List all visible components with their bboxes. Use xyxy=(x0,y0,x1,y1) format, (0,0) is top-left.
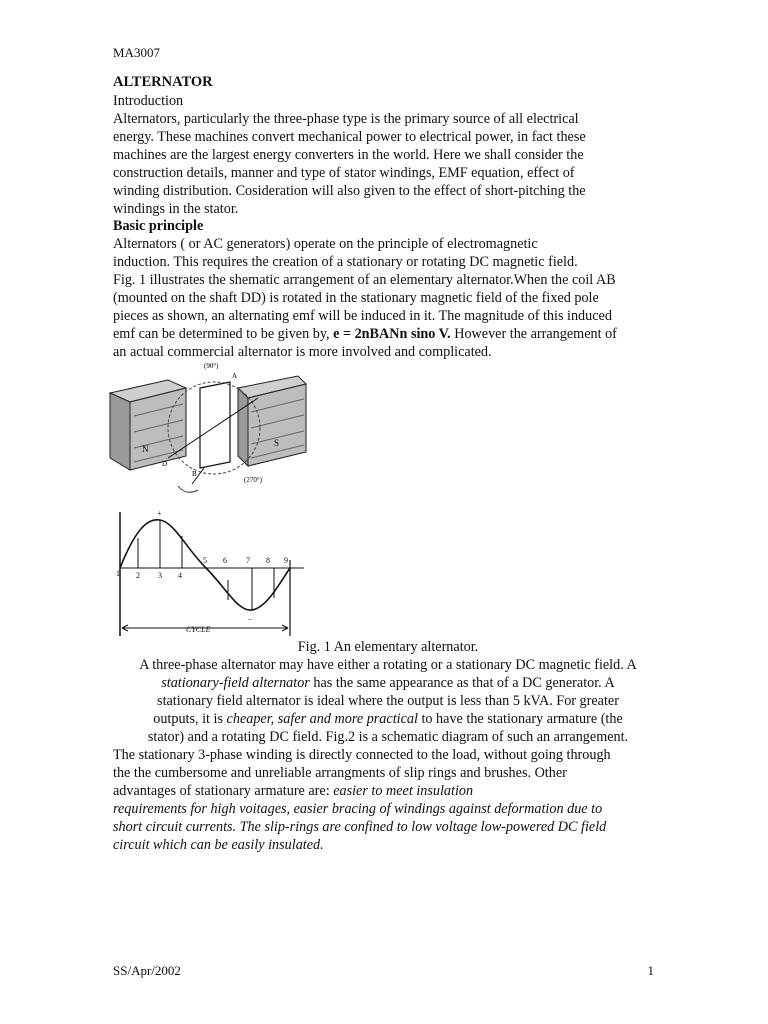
basic-principle-heading: Basic principle xyxy=(113,218,204,234)
text-line: Fig. 1 illustrates the shematic arrangement of an elementary alternator.When the coil AB xyxy=(113,272,616,288)
label-n: N xyxy=(142,444,149,454)
footer-date: SS/Apr/2002 xyxy=(113,963,181,978)
three-phase-paragraph xyxy=(113,656,663,854)
tick-label: 1 xyxy=(116,569,120,578)
text-line: Alternators ( or AC generators) operate on the principle of electromagnetic xyxy=(113,236,538,252)
tick-label: 7 xyxy=(246,556,250,565)
text-line: stationary-field alternator has the same appearance as that of a DC generator. A xyxy=(161,675,615,691)
document-code: MA3007 xyxy=(113,45,160,60)
text-line: the the cumbersome and unreliable arrangments of slip rings and brushes. Other xyxy=(113,765,567,781)
text-line: requirements for high voitages, easier bracing of windings against deformation due to xyxy=(113,801,603,817)
text-line: The stationary 3-phase winding is directly connected to the load, without going through xyxy=(113,747,611,763)
minus-sign: − xyxy=(248,615,253,624)
text-line: emf can be determined to be given by, e = 2nBANn sino V. However the arrangement of xyxy=(113,326,617,342)
alternator-diagram xyxy=(108,358,308,503)
plus-sign: + xyxy=(157,509,162,518)
figure-caption: Fig. 1 An elementary alternator. xyxy=(297,639,479,655)
text-line: energy. These machines convert mechanical power to electrical power, in fact these xyxy=(113,129,586,145)
sine-wave-diagram xyxy=(108,508,308,644)
n-pole-side xyxy=(130,388,186,470)
cycle-label: CYCLE xyxy=(186,625,211,634)
tick-label: 9 xyxy=(284,556,288,565)
text-line: advantages of stationary armature are: easier to meet insulation xyxy=(113,783,474,799)
text-line: an actual commercial alternator is more involved and complicated. xyxy=(113,344,492,360)
text-line: circuit which can be easily insulated. xyxy=(113,837,324,853)
text-line: stator) and a rotating DC field. Fig.2 is a schematic diagram of such an arrangement. xyxy=(147,729,629,745)
tick-label: 5 xyxy=(203,556,207,565)
text-line: stationary field alternator is ideal where the output is less than 5 kVA. For greater xyxy=(157,693,619,709)
tick-label: 4 xyxy=(178,571,182,580)
text-line: induction. This requires the creation of a stationary or rotating DC magnetic field. xyxy=(113,254,578,270)
text-line: outputs, it is cheaper, safer and more practical to have the stationary armature (the xyxy=(153,711,623,727)
text-line: (mounted on the shaft DD) is rotated in the stationary magnetic field of the fixed pole xyxy=(113,290,599,306)
emf-equation: e = 2nBANn sino V. xyxy=(333,326,451,342)
introduction-heading: Introduction xyxy=(113,93,184,109)
coil-ab xyxy=(200,382,230,468)
basic-principle-paragraph xyxy=(113,235,663,361)
tick-label: 6 xyxy=(223,556,227,565)
label-d: D xyxy=(162,460,168,468)
text-line: winding distribution. Cosideration will also given to the effect of short-pitching the xyxy=(113,183,586,199)
label-90: (90°) xyxy=(204,362,219,370)
label-b: B xyxy=(192,470,197,478)
label-270: (270°) xyxy=(244,476,262,484)
text-line: Alternators, particularly the three-phase type is the primary source of all electrical xyxy=(113,111,579,127)
text-line: pieces as shown, an alternating emf will be induced in it. The magnitude of this induced xyxy=(113,308,612,324)
tick-label: 2 xyxy=(136,571,140,580)
s-pole-front xyxy=(238,388,248,466)
label-s: S xyxy=(274,438,280,448)
page-title: ALTERNATOR xyxy=(113,74,213,90)
page-number: 1 xyxy=(647,963,654,978)
text-line: machines are the largest energy converters in the world. Here we shall consider the xyxy=(113,147,584,163)
tick-label: 8 xyxy=(266,556,270,565)
text-line: construction details, manner and type of stator windings, EMF equation, effect of xyxy=(113,165,575,181)
s-pole-side xyxy=(248,384,306,466)
label-a: A xyxy=(232,372,238,380)
text-line: short circuit currents. The slip-rings are confined to low voltage low-powered DC field xyxy=(113,819,607,835)
introduction-paragraph xyxy=(113,110,663,218)
text-line: A three-phase alternator may have either a rotating or a stationary DC magnetic field. A xyxy=(139,657,637,673)
text-line: windings in the stator. xyxy=(113,201,239,217)
tick-label: 3 xyxy=(158,571,162,580)
n-pole-front xyxy=(110,393,130,470)
